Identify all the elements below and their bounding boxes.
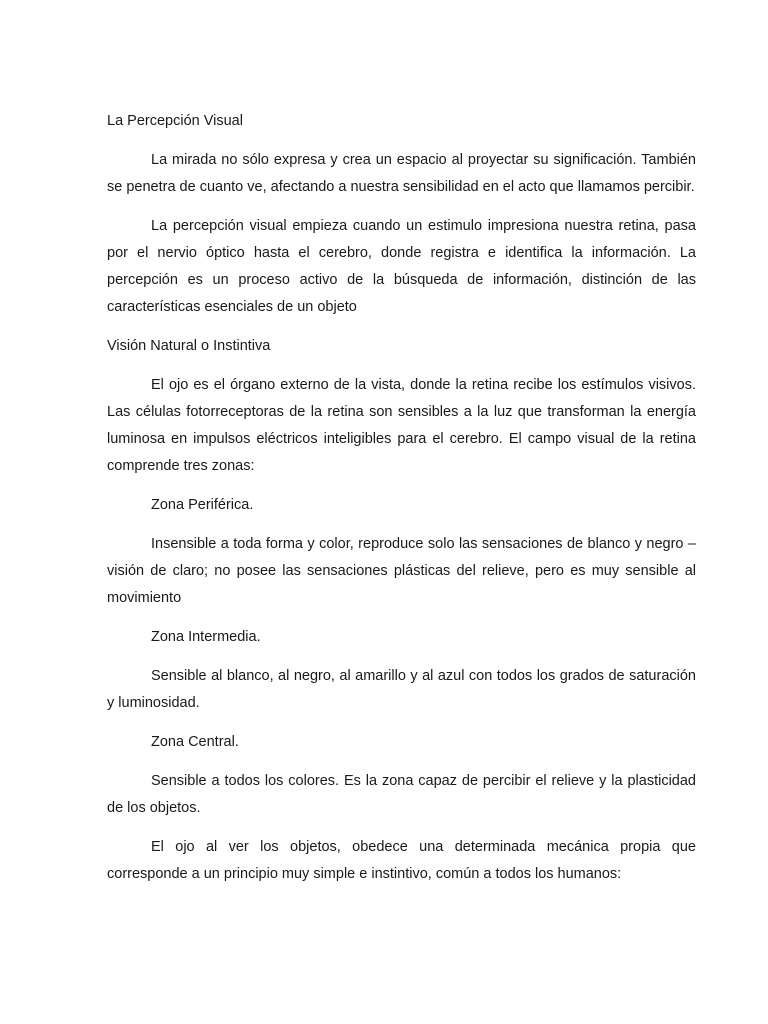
zone-intermedia-text: Sensible al blanco, al negro, al amarillo y al azul con todos los grados de saturación y luminosidad. — [107, 668, 696, 711]
section-title-vision-natural: Visión Natural o Instintiva — [107, 338, 271, 354]
paragraph-mecanica: El ojo al ver los objetos, obedece una determinada mecánica propia que corresponde a un principio muy simple e instintivo, común a todos los humanos: — [107, 839, 696, 882]
document-page — [107, 108, 696, 900]
paragraph-percepcion-visual: La percepción visual empieza cuando un estimulo impresiona nuestra retina, pasa por el nervio óptico hasta el cerebro, donde registra e identifica la información. La percepción es un proceso activo de la búsqueda de información, distinción de las características esenciales de un objeto — [107, 218, 696, 315]
paragraph-mirada: La mirada no sólo expresa y crea un espacio al proyectar su significación. También se penetra de cuanto ve, afectando a nuestra sensibilidad en el acto que llamamos percibir. — [107, 152, 696, 195]
zone-central-text: Sensible a todos los colores. Es la zona capaz de percibir el relieve y la plasticidad de los objetos. — [107, 773, 696, 816]
zone-periferica-text: Insensible a toda forma y color, reproduce solo las sensaciones de blanco y negro – visión de claro; no posee las sensaciones plásticas del relieve, pero es muy sensible al movimiento — [107, 536, 696, 606]
zone-periferica-title: Zona Periférica. — [151, 497, 254, 513]
zone-intermedia-title: Zona Intermedia. — [151, 629, 261, 645]
zone-central-title: Zona Central. — [151, 734, 239, 750]
document-title: La Percepción Visual — [107, 113, 243, 129]
paragraph-ojo: El ojo es el órgano externo de la vista, donde la retina recibe los estímulos visivos. Las células fotorreceptoras de la retina son sensibles a la luz que transforman la energía luminosa en impulsos eléctricos inteligibles para el cerebro. El campo visual de la retina comprende tres zonas: — [107, 377, 696, 474]
